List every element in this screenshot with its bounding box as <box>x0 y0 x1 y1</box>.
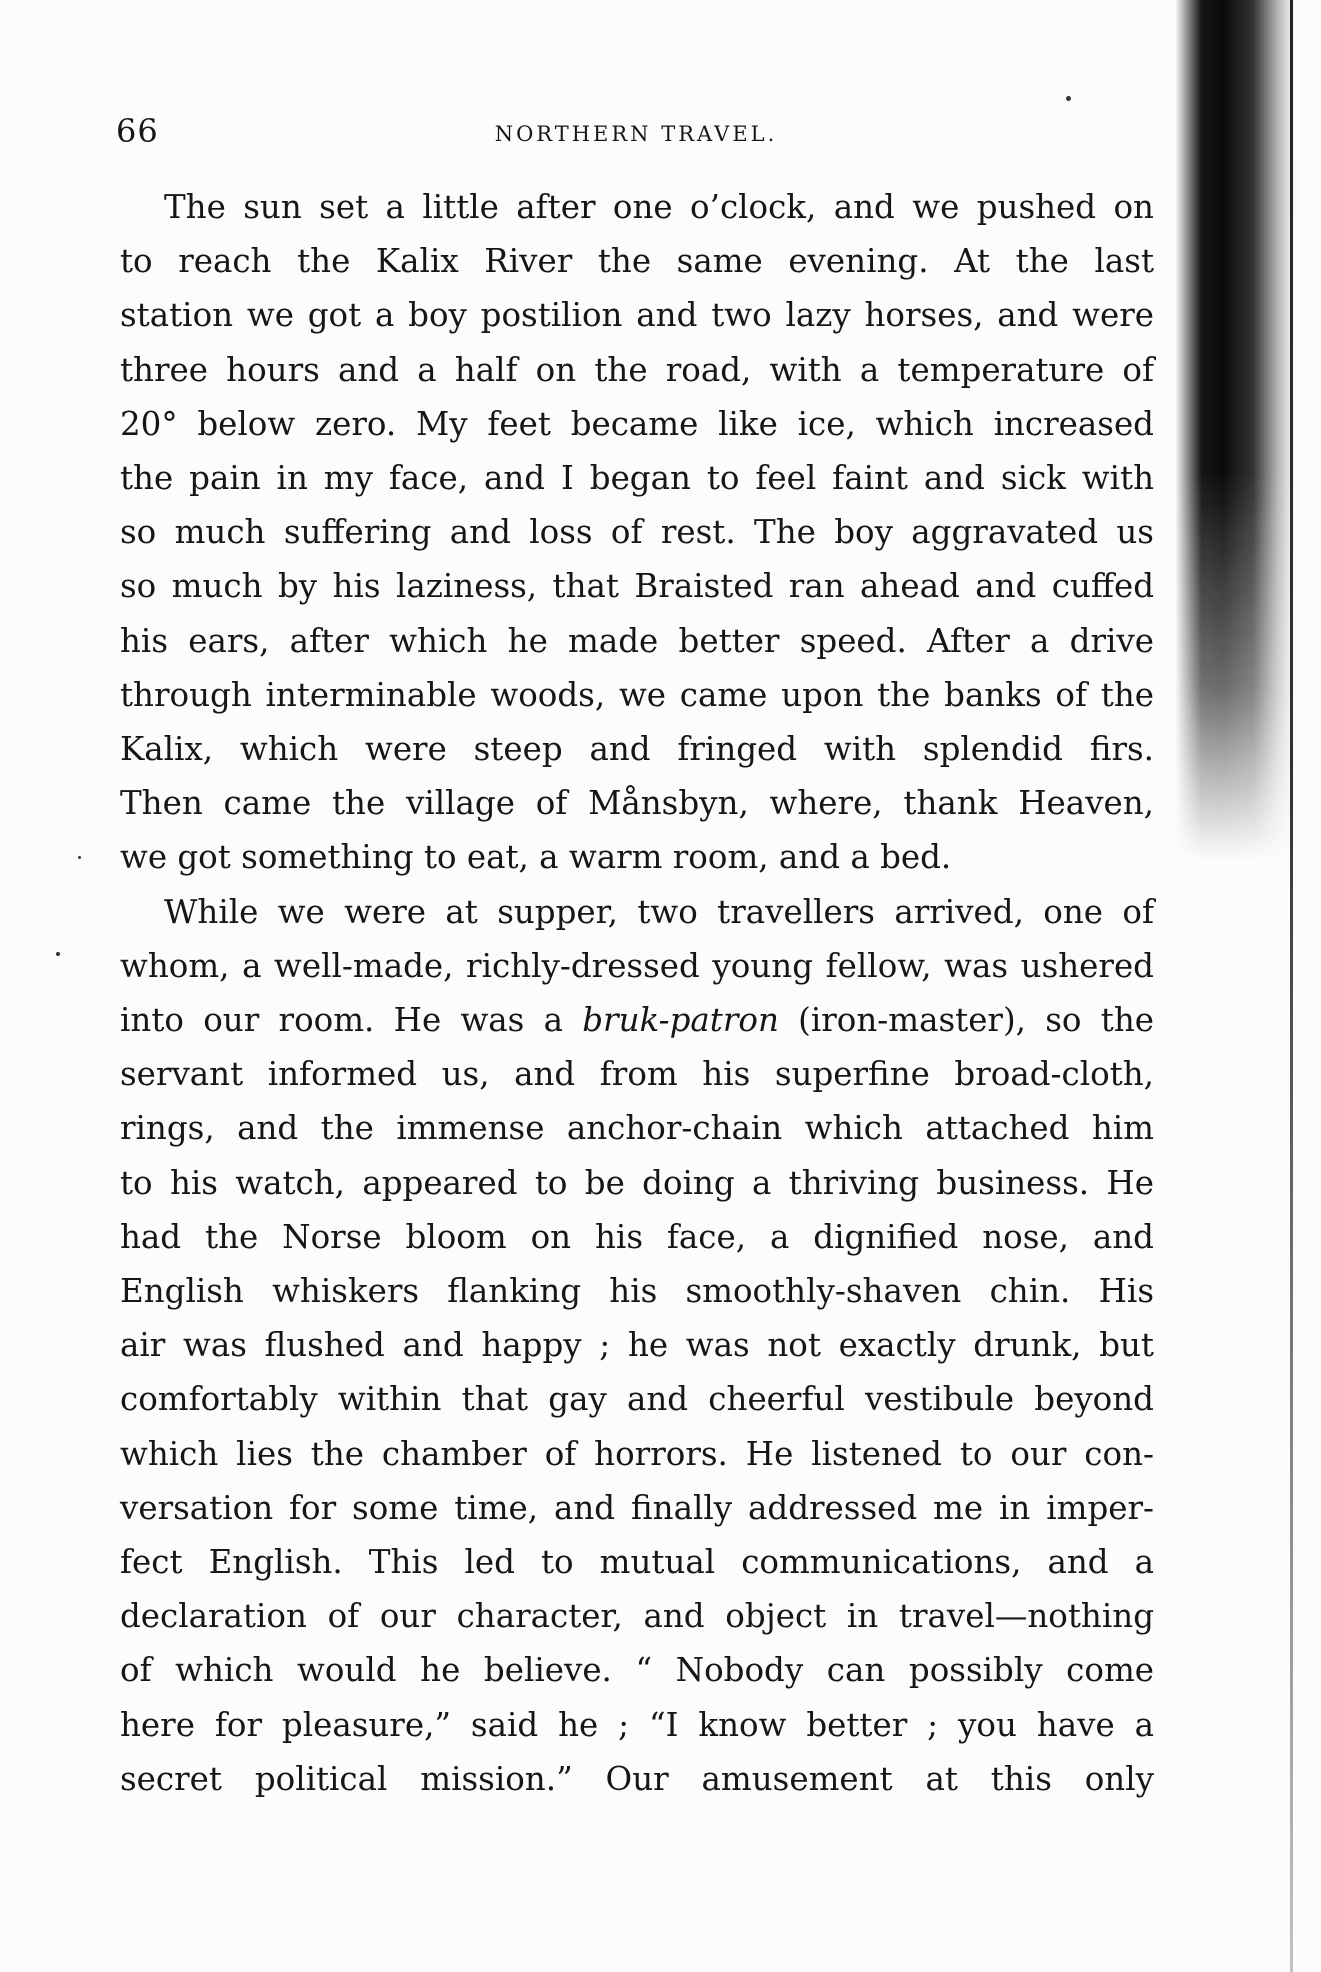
text-line: which lies the chamber of horrors. He listened to our con- <box>120 1434 1154 1473</box>
text-line: secret political mission.” Our amusement at this only <box>120 1759 1154 1798</box>
scan-gutter-shadow <box>1175 0 1295 860</box>
body-text <box>120 180 1154 1806</box>
text-line: comfortably within that gay and cheerful vestibule beyond <box>120 1380 1154 1419</box>
text-line: of which would he believe. “ Nobody can possibly come <box>120 1651 1154 1690</box>
text-line: through interminable woods, we came upon the banks of the <box>120 675 1154 714</box>
running-title: NORTHERN TRAVEL. <box>494 122 778 146</box>
text-line: had the Norse bloom on his face, a dignified nose, and <box>120 1217 1154 1256</box>
text-line: whom, a well-made, richly-dressed young fellow, was ushered <box>120 946 1154 985</box>
text-line: so much suffering and loss of rest. The boy aggravated us <box>120 513 1154 552</box>
italic-term: bruk-patron <box>582 1001 779 1040</box>
scan-gutter-line <box>1290 0 1293 1972</box>
text-line: While we were at supper, two travellers arrived, one of <box>164 892 1154 931</box>
text-fragment: (iron-master), so the <box>778 1001 1154 1040</box>
text-line: declaration of our character, and object in travel—nothing <box>120 1597 1154 1636</box>
text-line: station we got a boy postilion and two lazy horses, and were <box>120 296 1154 335</box>
ink-speck <box>56 952 60 956</box>
ink-speck <box>1066 96 1071 101</box>
text-line: rings, and the immense anchor-chain which attached him <box>120 1109 1154 1148</box>
text-line: we got something to eat, a warm room, and a bed. <box>120 838 952 877</box>
text-line: versation for some time, and finally addressed me in imper- <box>120 1488 1154 1527</box>
text-line: so much by his laziness, that Braisted ran ahead and cuffed <box>120 567 1154 606</box>
text-line: Then came the village of Månsbyn, where, thank Heaven, <box>120 784 1154 823</box>
text-fragment: into our room. He was a <box>120 1001 583 1040</box>
text-line: fect English. This led to mutual communications, and a <box>120 1543 1154 1582</box>
text-line: The sun set a little after one o’clock, and we pushed on <box>164 188 1154 226</box>
text-line: the pain in my face, and I began to feel faint and sick with <box>120 459 1154 498</box>
text-line: to his watch, appeared to be doing a thriving business. He <box>120 1163 1154 1202</box>
text-line: Kalix, which were steep and fringed with splendid firs. <box>120 730 1154 769</box>
text-line: his ears, after which he made better speed. After a drive <box>120 621 1154 660</box>
page-number: 66 <box>116 112 159 150</box>
text-line: English whiskers flanking his smoothly-shaven chin. His <box>120 1272 1154 1311</box>
text-line: to reach the Kalix River the same evening. At the last <box>120 242 1154 281</box>
text-line-with-italic <box>120 993 1154 1047</box>
text-line: air was flushed and happy ; he was not exactly drunk, but <box>120 1326 1154 1365</box>
running-head <box>116 112 1156 152</box>
ink-speck <box>78 856 81 859</box>
text-line: servant informed us, and from his superfine broad-cloth, <box>120 1055 1154 1094</box>
text-line: 20° below zero. My feet became like ice, which increased <box>120 404 1154 443</box>
text-line: three hours and a half on the road, with a temperature of <box>120 350 1154 389</box>
text-line: here for pleasure,” said he ; “I know better ; you have a <box>120 1705 1154 1744</box>
